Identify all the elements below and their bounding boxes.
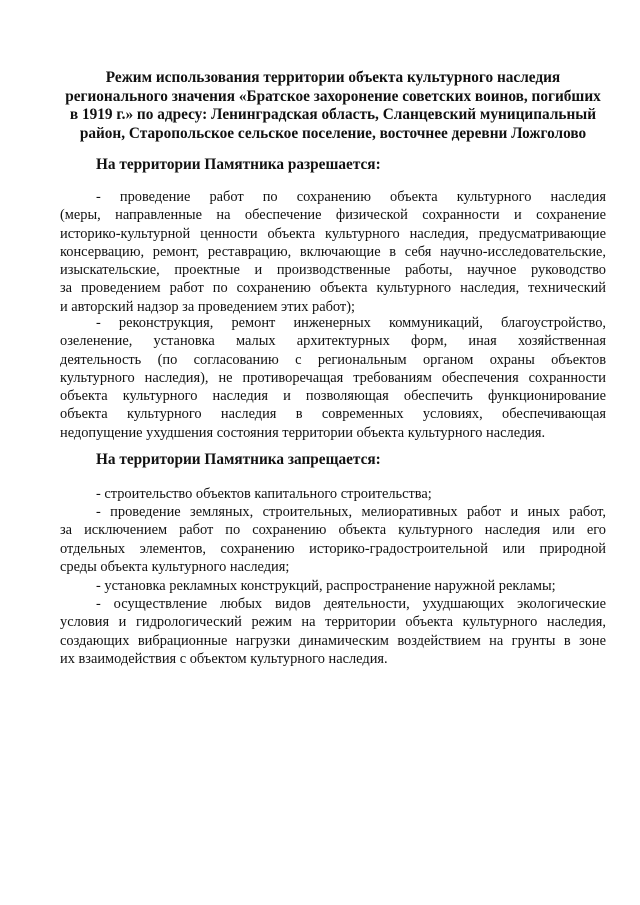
text-line: - установка рекламных конструкций, распространение наружной рекламы;	[96, 578, 556, 594]
text-line: - проведение работ по сохранению объекта культурного наследия	[96, 189, 606, 205]
text-line: - реконструкция, ремонт инженерных коммуникаций, благоустройство,	[96, 315, 606, 331]
text-line: объекта культурного наследия в современных условиях, обеспечивающая	[60, 406, 606, 423]
text-line: изыскательские, проектные и производственные работы, научное руководство	[60, 262, 606, 279]
title-line: регионального значения «Братское захоронение советских воинов, погибших	[65, 87, 601, 105]
text-line: объекта культурного наследия и позволяющая обеспечить функционирование	[60, 388, 606, 405]
title-line: в 1919 г.» по адресу: Ленинградская область, Сланцевский муниципальный	[69, 106, 597, 123]
allowed-heading: На территории Памятника разрешается:	[96, 156, 381, 173]
forbidden-item-capital-construction	[60, 485, 606, 503]
allowed-item-preservation-works	[60, 188, 606, 316]
text-line: за исключением работ по сохранению объекта культурного наследия или его	[60, 522, 606, 539]
text-line: за проведением работ по сохранению объекта культурного наследия, технический	[60, 280, 606, 297]
text-line: условия и гидрологический режим на территории объекта культурного наследия,	[60, 614, 606, 631]
text-line: недопущение ухудшения состояния территории объекта культурного наследия.	[60, 424, 546, 441]
text-line: культурного наследия), не противоречащая требованиям обеспечения сохранности	[60, 369, 606, 386]
title-line: район, Старопольское сельское поселение, восточнее деревни Ложголово	[79, 124, 587, 142]
text-line: среды объекта культурного наследия;	[60, 558, 290, 575]
text-line: создающих вибрационные нагрузки динамическим воздействием на грунты в зоне	[60, 632, 606, 649]
text-line: историко-культурной ценности объекта культурного наследия, предусматривающие	[60, 225, 606, 242]
text-line: (меры, направленные на обеспечение физической сохранности и сохранение	[60, 207, 606, 224]
text-line: - осуществление любых видов деятельности, ухудшающих экологические	[96, 596, 606, 612]
text-line: деятельность (по согласованию с региональным органом охраны объектов	[60, 351, 606, 368]
forbidden-item-harmful-activity	[60, 595, 606, 668]
document-title	[60, 69, 606, 143]
text-line: озеленение, установка малых архитектурных форм, иная хозяйственная	[60, 333, 606, 350]
forbidden-heading: На территории Памятника запрещается:	[96, 451, 381, 468]
forbidden-item-advertising	[60, 577, 606, 595]
title-line: Режим использования территории объекта культурного наследия	[105, 69, 561, 86]
text-line: консервацию, ремонт, реставрацию, включающие в себя научно-исследовательские,	[60, 243, 606, 260]
allowed-item-reconstruction	[60, 314, 606, 442]
text-line: их взаимодействия с объектом культурного наследия.	[60, 650, 388, 667]
text-line: - проведение земляных, строительных, мелиоративных работ и иных работ,	[96, 504, 606, 520]
text-line: отдельных элементов, сохранению историко-градостроительной или природной	[60, 540, 606, 557]
forbidden-item-earthworks	[60, 503, 606, 576]
text-line: - строительство объектов капитального строительства;	[96, 486, 432, 502]
text-line: и авторский надзор за проведением этих работ);	[60, 298, 355, 315]
